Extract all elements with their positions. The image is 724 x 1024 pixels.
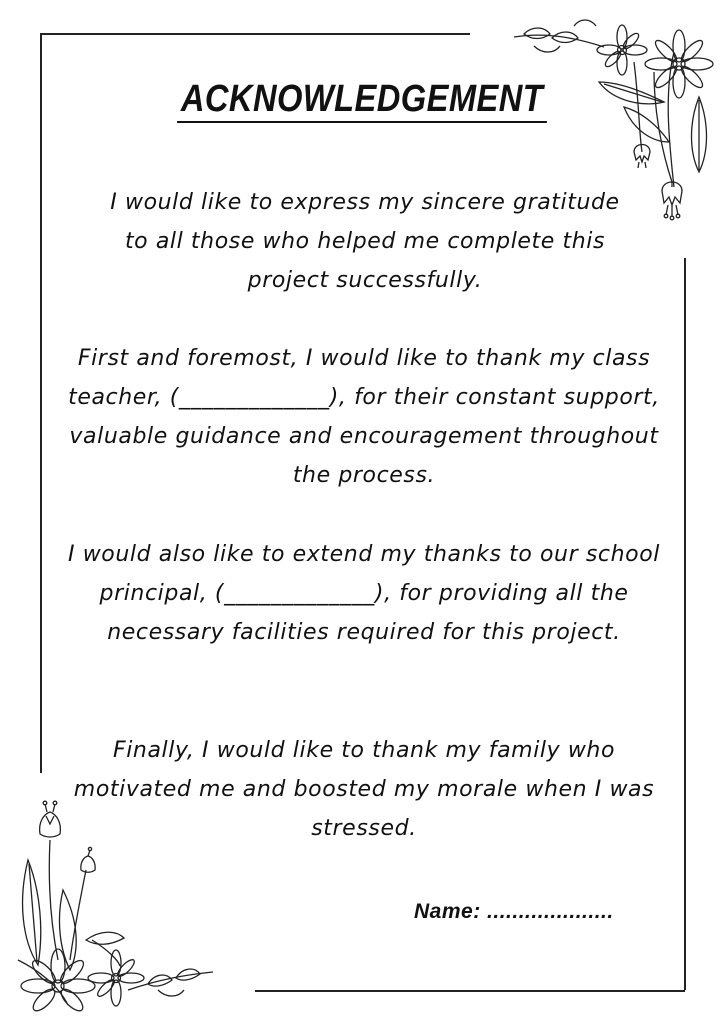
paragraph-principal: I would also like to extend my thanks to our school principal, (_____________), for providing all the necessary facilities required for this project. (68, 542, 660, 645)
frame-right-line (684, 258, 686, 990)
page-title-text: ACKNOWLEDGEMENT (177, 78, 546, 123)
page-title (51, 78, 674, 121)
frame-left-line (40, 33, 42, 773)
frame-bottom-line (255, 990, 685, 992)
paragraph-teacher: First and foremost, I would like to thank my class teacher, (_____________), for their constant support, valuable guidance and encouragement throughout the process. (68, 346, 660, 488)
paragraph-gratitude: I would like to express my sincere gratitude to all those who helped me complete this project successfully. (110, 190, 620, 293)
frame-top-line (40, 33, 470, 35)
paragraph-family: Finally, I would like to thank my family who motivated me and boosted my morale when I was stressed. (73, 738, 655, 841)
name-field-label: Name: .................... (414, 900, 614, 923)
